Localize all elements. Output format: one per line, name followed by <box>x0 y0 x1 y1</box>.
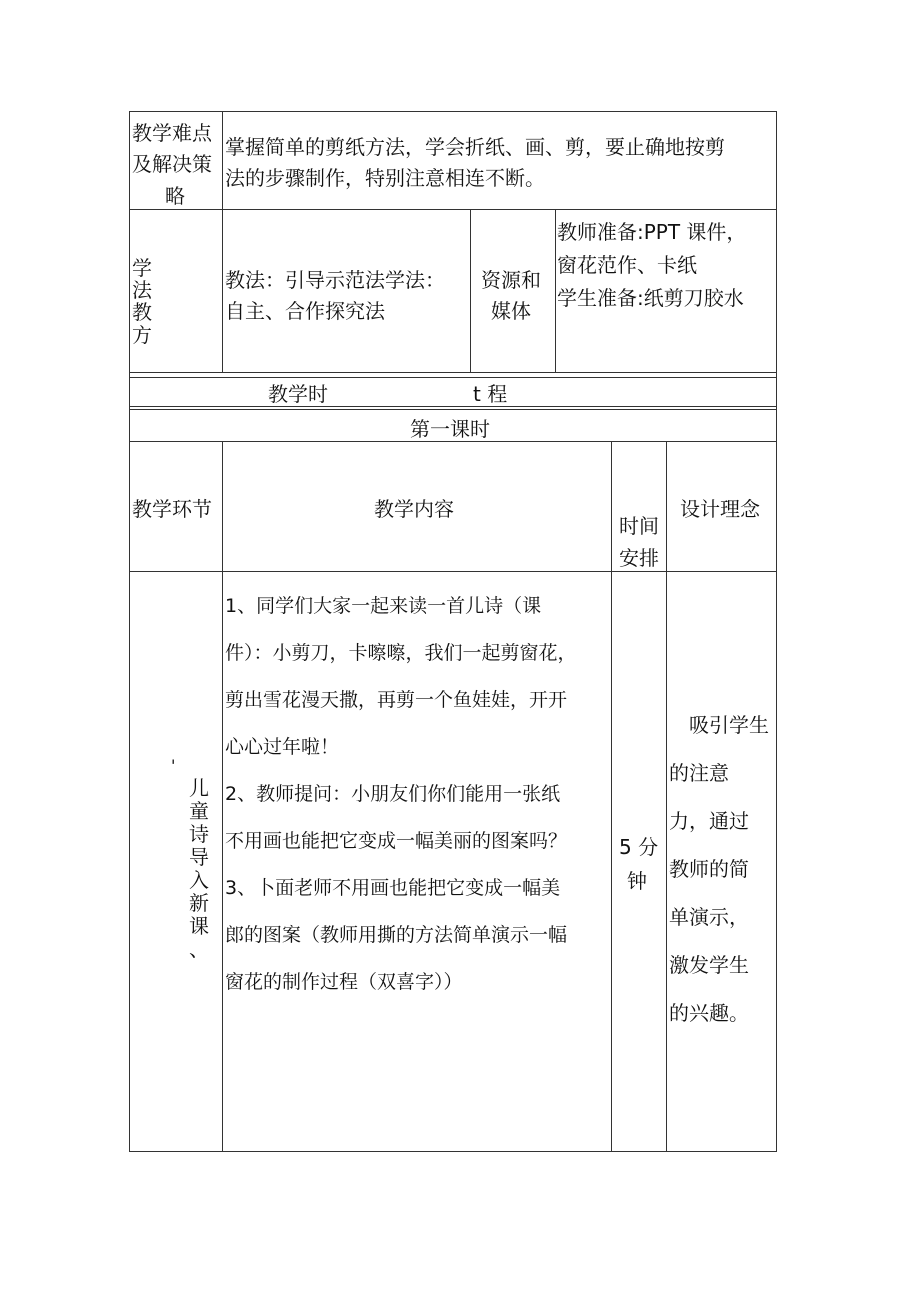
border-right <box>776 111 777 1152</box>
border-row3-top <box>129 377 777 378</box>
stage-mark: ' <box>171 756 176 775</box>
border-row4-bottom <box>129 441 777 442</box>
preparation-line-2: 窗花范作、卡纸 <box>557 253 697 277</box>
header-time-line-2: 安排 <box>619 546 659 570</box>
difficulty-label-line-1: 教学难点 <box>132 121 212 145</box>
border-bottom <box>129 1151 777 1152</box>
method-label-char-1: 学 <box>132 256 152 280</box>
border-row1-bottom <box>129 209 777 210</box>
difficulty-content-line-2: 法的步骤制作，特别注意相连不断。 <box>225 166 545 190</box>
border-row2-mid2 <box>555 209 556 373</box>
content-line-8: 郎的图案（教师用撕的方法简单演示一幅 <box>225 924 568 946</box>
content-line-7: 3、卜面老师不用画也能把它变成一幅美 <box>225 877 561 899</box>
border-col1-top <box>222 111 223 373</box>
header-concept: 设计理念 <box>680 497 760 521</box>
border-col3-body <box>666 441 667 1152</box>
stage-char-2: 童 <box>189 799 209 823</box>
method-label-char-3: 教 <box>132 300 152 324</box>
concept-line-6: 激发学生 <box>669 953 749 977</box>
method-label-char-4: 方 <box>132 323 152 347</box>
content-line-1: 1、同学们大家一起来读一首儿诗（课 <box>225 595 542 617</box>
resources-label-line-1: 资源和 <box>481 268 541 292</box>
stage-char-1: 儿 <box>189 776 209 800</box>
stage-char-5: 入 <box>189 868 209 892</box>
concept-line-3: 力，通过 <box>669 809 749 833</box>
border-row3-bottom <box>129 406 777 407</box>
concept-line-4: 教师的简 <box>669 857 749 881</box>
concept-line-7: 的兴趣。 <box>669 1001 749 1025</box>
time-line-1: 5 分 <box>619 835 659 859</box>
preparation-line-3: 学生准备:纸剪刀胶水 <box>557 286 744 310</box>
process-title-left: 教学时 <box>268 382 328 406</box>
difficulty-label-line-2: 及解决策 <box>132 152 212 176</box>
method-label-char-2: 法 <box>132 278 152 302</box>
content-line-9: 窗花的制作过程（双喜字）） <box>225 971 463 993</box>
stage-char-8: 、 <box>189 937 209 961</box>
process-title-right: t 程 <box>473 382 508 406</box>
resources-label-line-2: 媒体 <box>491 299 531 323</box>
concept-line-5: 单演示， <box>669 905 749 929</box>
teaching-methods-line-2: 自主、合作探究法 <box>225 299 385 323</box>
border-row2-mid1 <box>470 209 471 373</box>
stage-char-7: 课 <box>189 914 209 938</box>
teaching-methods-line-1: 教法：引导示范法学法： <box>225 268 445 292</box>
content-line-4: 心心过年啦！ <box>225 736 340 758</box>
border-col2-body <box>611 441 612 1152</box>
border-col1-body <box>222 441 223 1152</box>
border-header-bottom <box>129 571 777 572</box>
difficulty-label-line-3: 略 <box>165 184 185 208</box>
time-line-2: 钟 <box>627 869 647 893</box>
stage-char-4: 导 <box>189 845 209 869</box>
preparation-line-1: 教师准备:PPT 课件， <box>557 220 747 244</box>
border-row4-top <box>129 409 777 410</box>
header-time-line-1: 时间 <box>619 514 659 538</box>
content-line-6: 不用画也能把它变成一幅美丽的图案吗？ <box>225 830 568 852</box>
content-line-3: 剪出雪花漫天撒，再剪一个鱼娃娃，开开 <box>225 689 568 711</box>
concept-line-2: 的注意 <box>669 761 729 785</box>
border-left <box>129 111 130 1152</box>
header-stage: 教学环节 <box>132 497 212 521</box>
border-top <box>129 111 777 112</box>
concept-line-1: 吸引学生 <box>689 713 769 737</box>
header-content: 教学内容 <box>374 497 454 521</box>
lesson-title: 第一课时 <box>410 417 490 441</box>
border-row2-bottom <box>129 372 777 373</box>
stage-char-3: 诗 <box>189 822 209 846</box>
stage-char-6: 新 <box>189 891 209 915</box>
content-line-5: 2、教师提问：小朋友们你们能用一张纸 <box>225 783 561 805</box>
content-line-2: 件）：小剪刀，卡嚓嚓，我们一起剪窗花， <box>225 642 577 664</box>
difficulty-content-line-1: 掌握简单的剪纸方法，学会折纸、画、剪，要止确地按剪 <box>225 135 725 159</box>
